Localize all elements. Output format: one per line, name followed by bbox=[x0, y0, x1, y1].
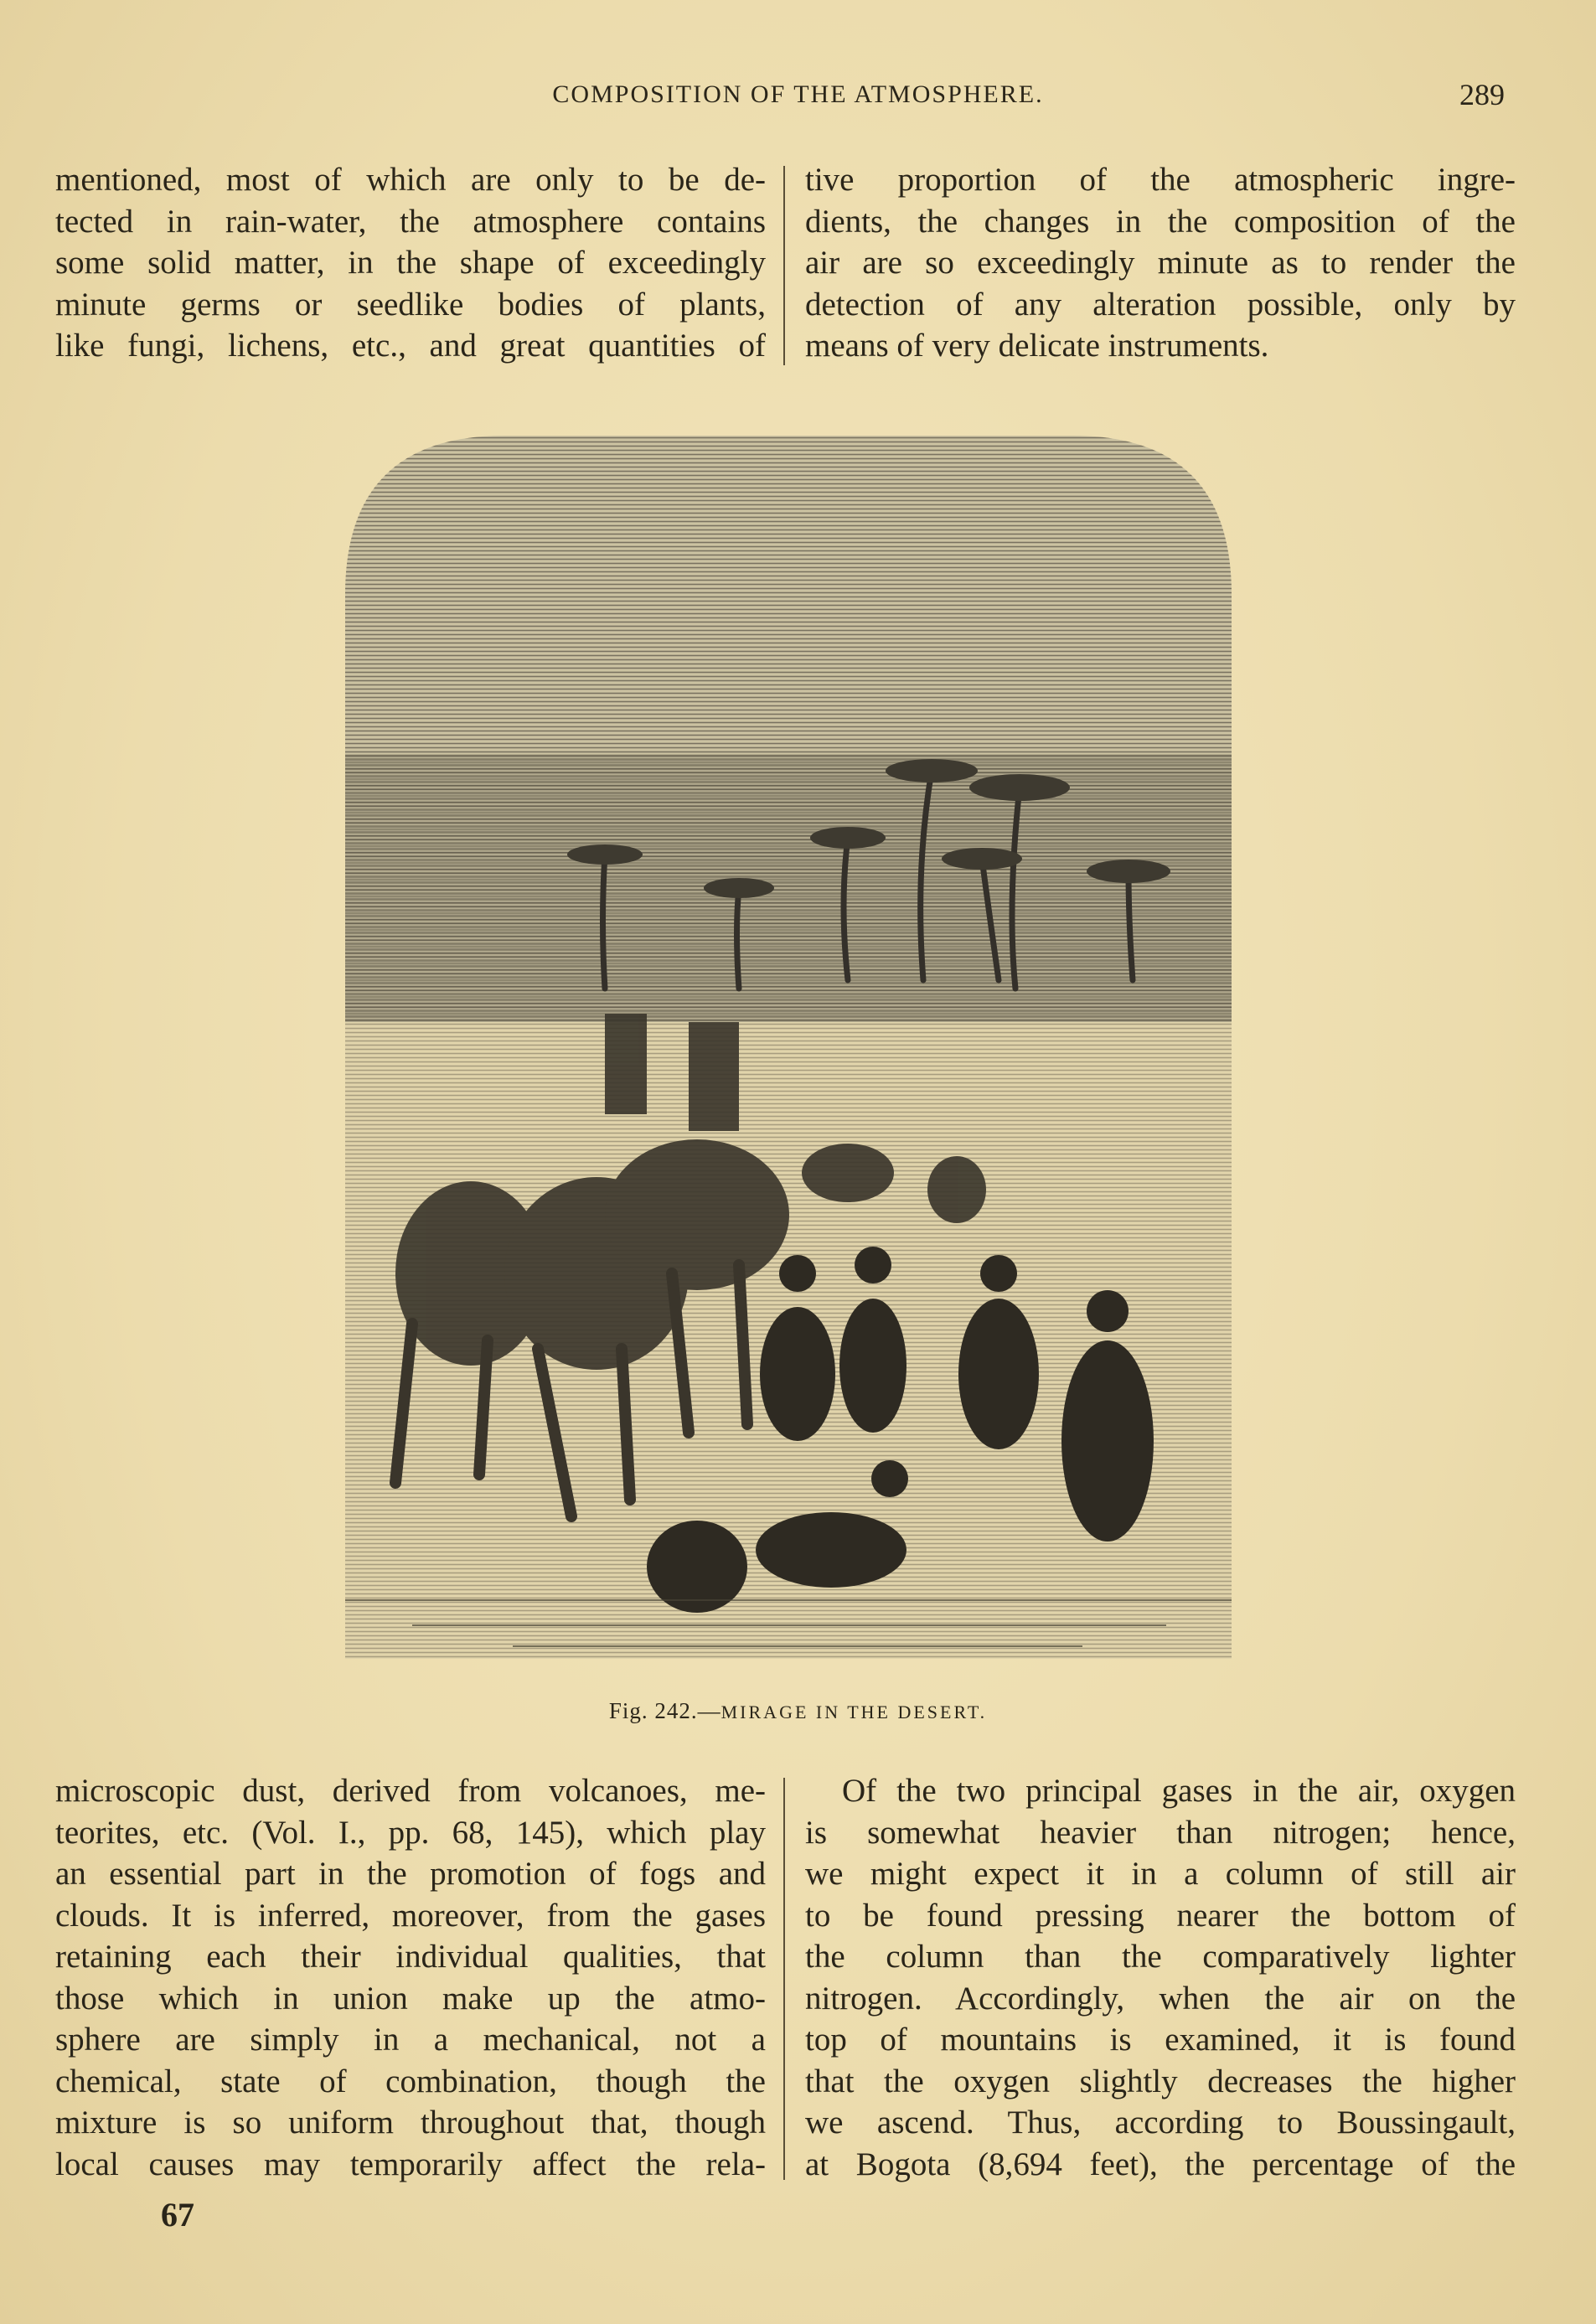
text-line: detection of any alteration possible, only by bbox=[805, 286, 1516, 323]
bottom-left-column bbox=[55, 1770, 766, 2185]
text-line: like fungi, lichens, etc., and great quantities of bbox=[55, 328, 766, 364]
text-line: local causes may temporarily affect the rela- bbox=[55, 2146, 766, 2182]
text-line: mixture is so uniform throughout that, though bbox=[55, 2105, 766, 2141]
text-line: mentioned, most of which are only to be de- bbox=[55, 162, 766, 198]
column-divider bbox=[783, 1778, 785, 2180]
running-title: COMPOSITION OF THE ATMOSPHERE. bbox=[552, 80, 1044, 108]
bottom-right-column bbox=[805, 1770, 1516, 2185]
text-line: we ascend. Thus, according to Boussingault, bbox=[805, 2105, 1516, 2141]
text-line: is somewhat heavier than nitrogen; hence, bbox=[805, 1814, 1516, 1851]
page-number: 289 bbox=[1459, 78, 1505, 111]
text-line: retaining each their individual qualities, that bbox=[55, 1939, 766, 1975]
text-line: Of the two principal gases in the air, oxygen bbox=[842, 1773, 1516, 1809]
mirage-illustration bbox=[345, 436, 1232, 1663]
text-line: an essential part in the promotion of fogs and bbox=[55, 1856, 766, 1892]
text-line: some solid matter, in the shape of exceedingly bbox=[55, 245, 766, 281]
text-line: chemical, state of combination, though the bbox=[55, 2063, 766, 2099]
text-line: teorites, etc. (Vol. I., pp. 68, 145), which play bbox=[55, 1814, 766, 1851]
text-line: air are so exceedingly minute as to render the bbox=[805, 245, 1516, 281]
figure-caption-label: Fig. 242.— bbox=[608, 1698, 721, 1723]
text-line: dients, the changes in the composition of the bbox=[805, 203, 1516, 240]
text-line: means of very delicate instruments. bbox=[805, 328, 1269, 364]
top-right-column bbox=[805, 159, 1516, 367]
text-line: nitrogen. Accordingly, when the air on the bbox=[805, 1980, 1516, 2017]
column-divider bbox=[783, 166, 785, 365]
text-line: at Bogota (8,694 feet), the percentage of the bbox=[805, 2146, 1516, 2182]
text-line: that the oxygen slightly decreases the higher bbox=[805, 2063, 1516, 2099]
text-line: top of mountains is examined, it is found bbox=[805, 2022, 1516, 2058]
text-line: sphere are simply in a mechanical, not a bbox=[55, 2022, 766, 2058]
text-line: microscopic dust, derived from volcanoes, me- bbox=[55, 1773, 766, 1809]
figure-caption bbox=[0, 1698, 1596, 1724]
text-line: minute germs or seedlike bodies of plants, bbox=[55, 286, 766, 323]
text-line: to be found pressing nearer the bottom of bbox=[805, 1897, 1516, 1934]
text-line: clouds. It is inferred, moreover, from the gases bbox=[55, 1897, 766, 1934]
top-left-column bbox=[55, 159, 766, 367]
text-line: those which in union make up the atmo- bbox=[55, 1980, 766, 2017]
signature-mark: 67 bbox=[161, 2196, 194, 2234]
figure-caption-title: MIRAGE IN THE DESERT. bbox=[721, 1702, 988, 1722]
text-line: tive proportion of the atmospheric ingre- bbox=[805, 162, 1516, 198]
text-line: we might expect it in a column of still air bbox=[805, 1856, 1516, 1892]
text-line: the column than the comparatively lighter bbox=[805, 1939, 1516, 1975]
text-line: tected in rain-water, the atmosphere contains bbox=[55, 203, 766, 240]
